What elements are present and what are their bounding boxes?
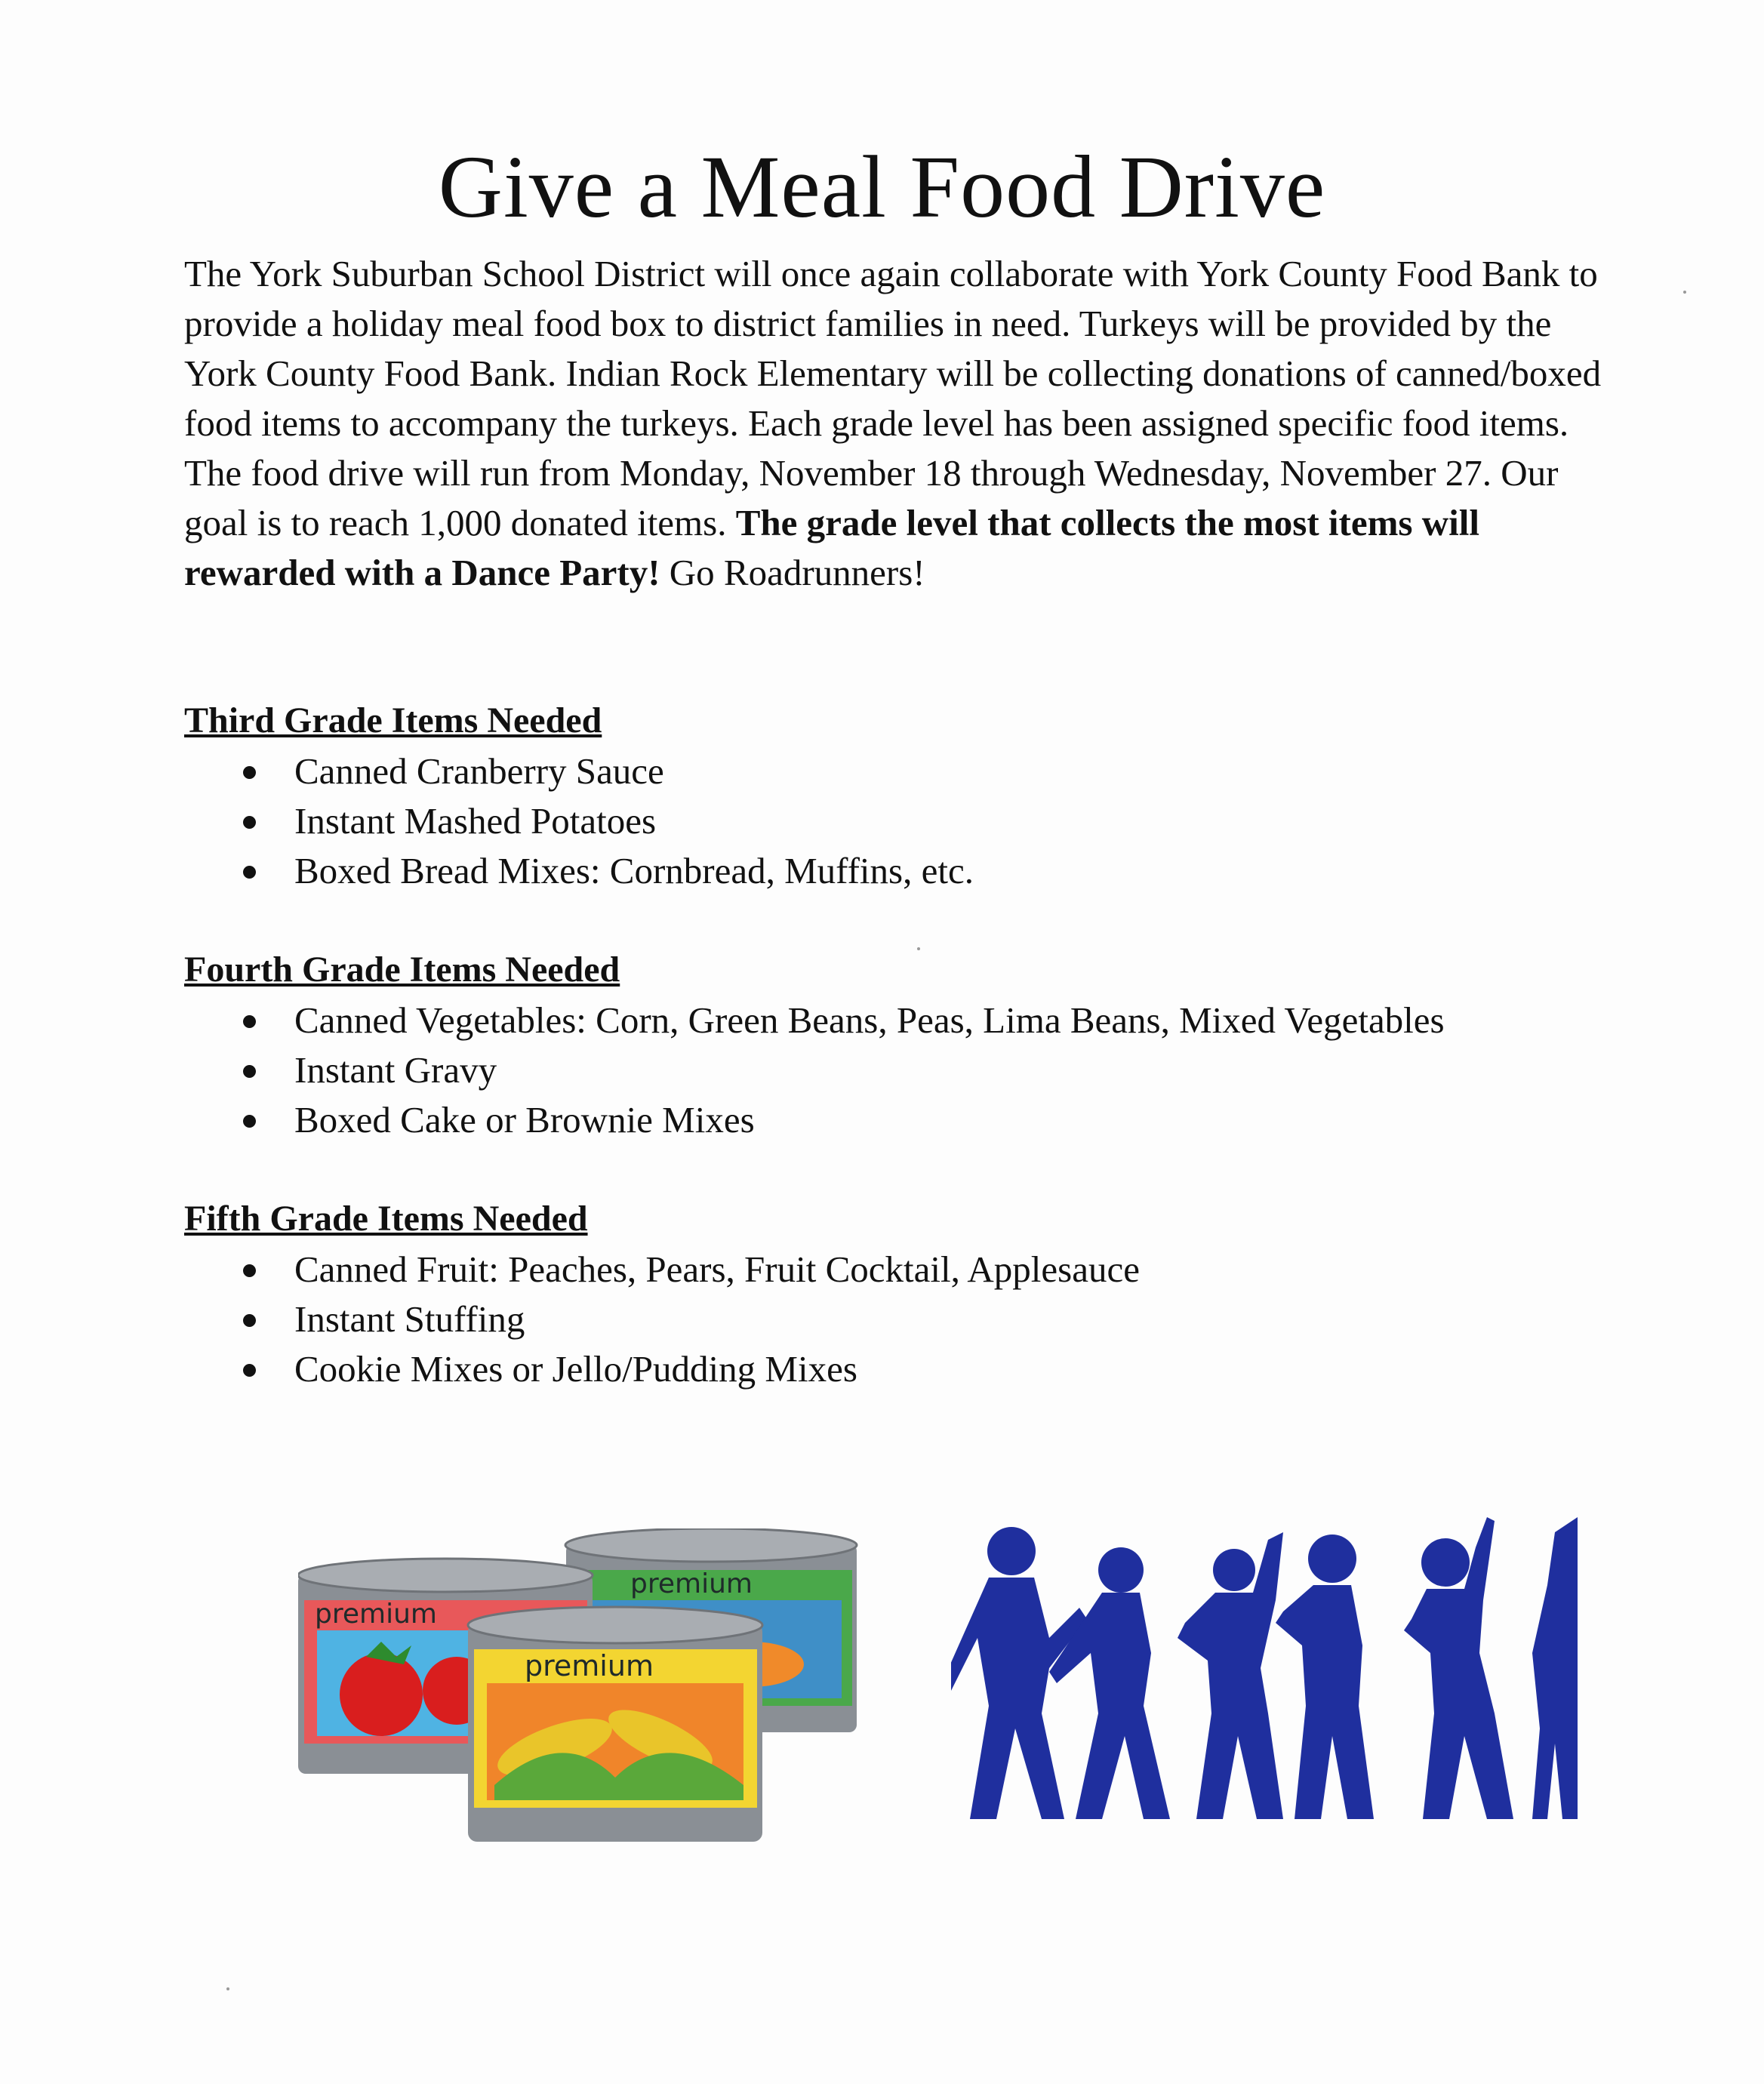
scan-speck <box>1683 291 1686 294</box>
can-label: premium <box>315 1599 437 1630</box>
item-label: Instant Gravy <box>294 1049 497 1091</box>
list-item <box>184 796 1618 846</box>
list-item <box>184 1245 1618 1294</box>
third-grade-section <box>184 698 1618 896</box>
item-label: Boxed Cake or Brownie Mixes <box>294 1099 755 1141</box>
bullet-icon <box>243 1065 256 1078</box>
bullet-icon <box>243 766 256 779</box>
section-heading: Fifth Grade Items Needed <box>184 1199 588 1239</box>
page-title: Give a Meal Food Drive <box>438 137 1326 236</box>
fifth-grade-section <box>184 1196 1618 1394</box>
list-item <box>184 1095 1618 1145</box>
dancer-silhouette-icon <box>1178 1532 1283 1819</box>
list-item <box>184 846 1618 896</box>
item-label: Cookie Mixes or Jello/Pudding Mixes <box>294 1348 857 1390</box>
list-item <box>184 1045 1618 1095</box>
list-item <box>184 746 1618 796</box>
item-label: Instant Stuffing <box>294 1298 525 1340</box>
bullet-icon <box>243 866 256 879</box>
intro-paragraph <box>184 249 1603 598</box>
list-item <box>184 1344 1618 1394</box>
corn-can-icon <box>468 1607 762 1842</box>
section-heading: Third Grade Items Needed <box>184 700 602 740</box>
intro-bold-text: The grade level that collects the most items will rewarded with a Dance Party! <box>184 502 1479 593</box>
item-list <box>184 996 1618 1145</box>
bullet-icon <box>243 1264 256 1277</box>
item-list <box>184 746 1618 896</box>
item-label: Canned Vegetables: Corn, Green Beans, Peas, Lima Beans, Mixed Vegetables <box>294 999 1445 1041</box>
can-label: premium <box>525 1649 654 1682</box>
list-item <box>184 996 1618 1045</box>
bullet-icon <box>243 816 256 829</box>
item-label: Instant Mashed Potatoes <box>294 800 657 842</box>
intro-text: The York Suburban School District will once again collaborate with York County Food Bank to provide a holiday meal food box to district families in need. Turkeys will be provided by the York County Food Bank. Indian Rock Elementary will be collecting donations of canned/boxed food items to accompany the turkeys. Each grade level has been assigned specific food items. The food drive will run from Monday, November 18 through Wednesday, November 27. Our goal is to reach 1,000 donated items. <box>184 253 1602 543</box>
dancer-silhouette-icon <box>1404 1517 1513 1819</box>
item-label: Canned Fruit: Peaches, Pears, Fruit Cocktail, Applesauce <box>294 1248 1140 1290</box>
dancer-silhouette-icon <box>1532 1517 1578 1819</box>
bullet-icon <box>243 1364 256 1377</box>
list-item <box>184 1294 1618 1344</box>
intro-closing: Go Roadrunners! <box>660 552 925 593</box>
can-label: premium <box>630 1568 753 1599</box>
dancer-silhouette-icon <box>1049 1547 1170 1819</box>
bullet-icon <box>243 1115 256 1128</box>
scan-speck <box>917 947 920 950</box>
item-label: Canned Cranberry Sauce <box>294 750 664 792</box>
section-heading: Fourth Grade Items Needed <box>184 950 620 990</box>
canned-goods-illustration <box>298 1528 864 1845</box>
item-label: Boxed Bread Mixes: Cornbread, Muffins, etc. <box>294 850 974 891</box>
dancer-silhouette-icon <box>1276 1535 1374 1819</box>
fourth-grade-section <box>184 947 1618 1145</box>
scan-speck <box>226 1987 229 1990</box>
dance-party-silhouettes <box>951 1517 1578 1834</box>
bullet-icon <box>243 1314 256 1327</box>
item-list <box>184 1245 1618 1394</box>
bullet-icon <box>243 1015 256 1028</box>
